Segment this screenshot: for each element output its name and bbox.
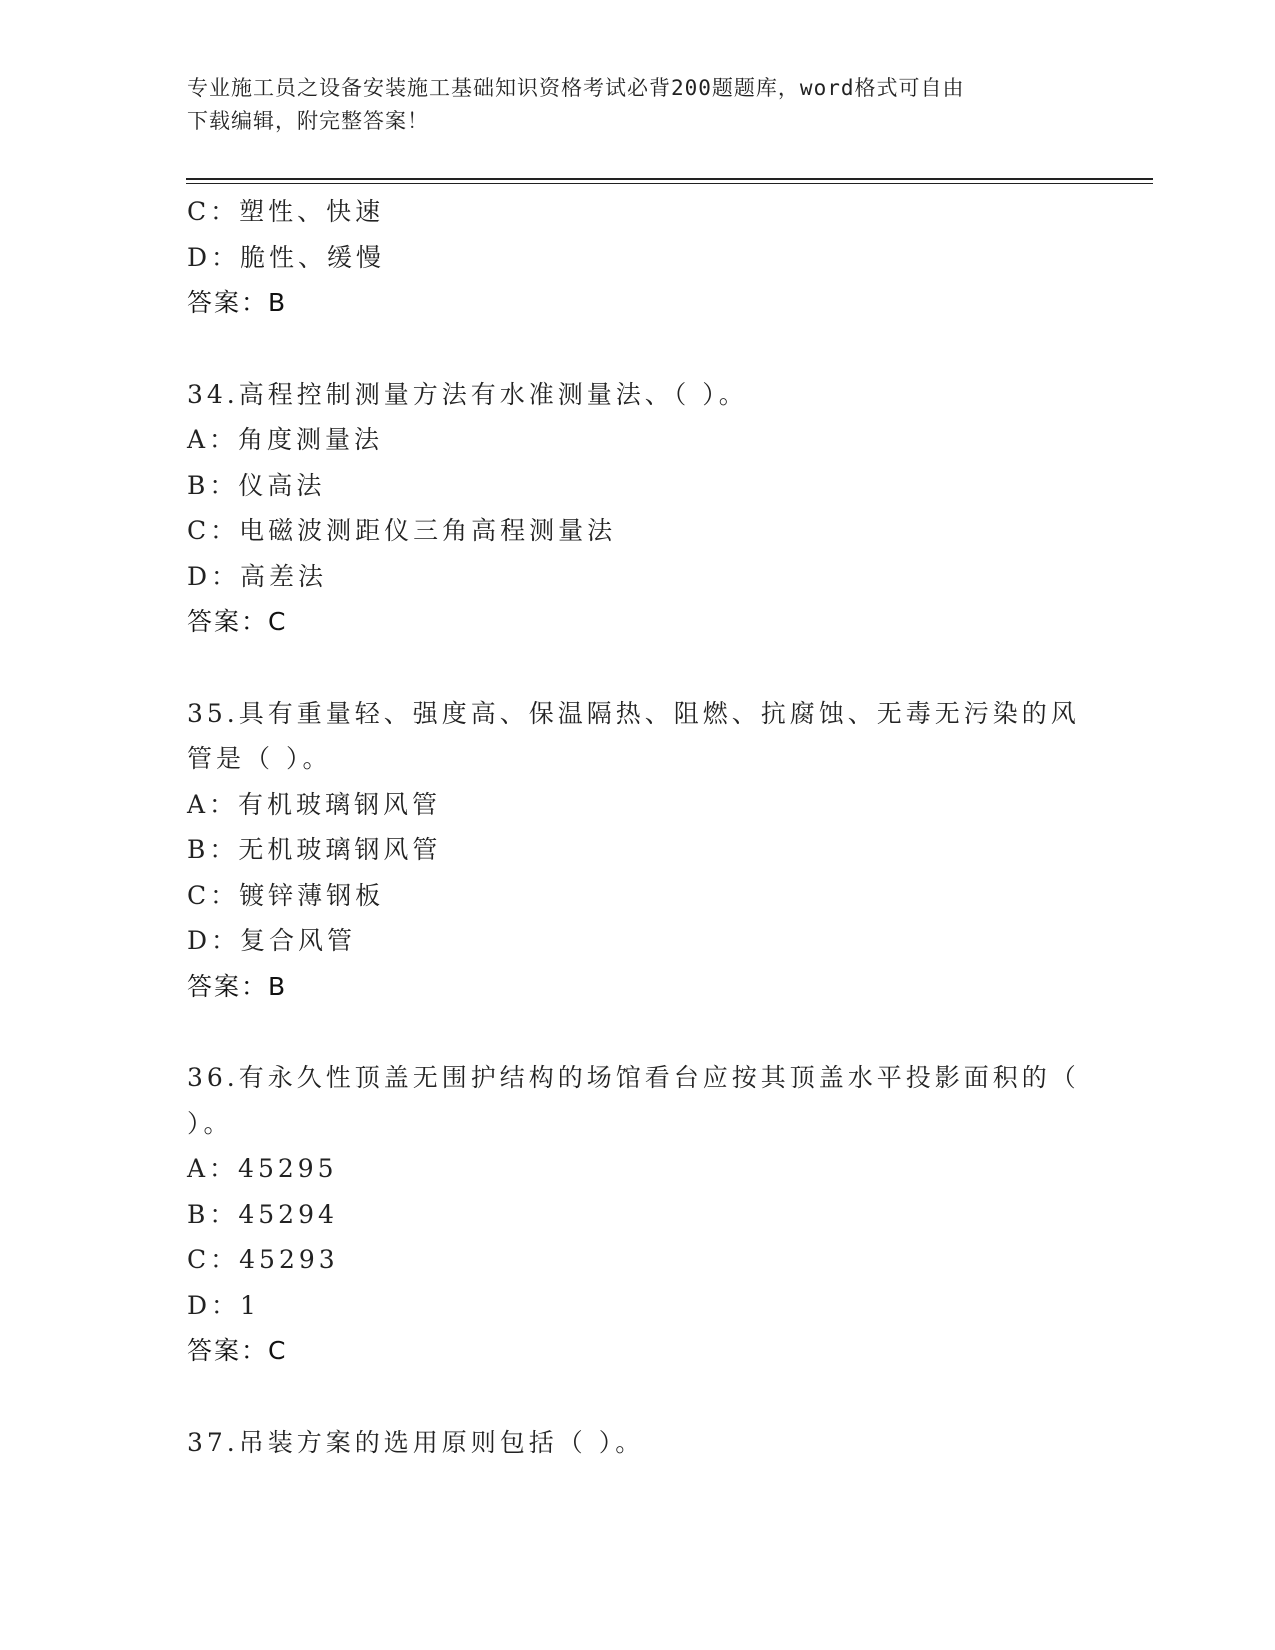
option-b: B：无机玻璃钢风管	[187, 835, 442, 864]
option-c: C：电磁波测距仪三角高程测量法	[187, 516, 617, 545]
option-c: C：塑性、快速	[187, 197, 385, 226]
option-d: D：复合风管	[187, 926, 357, 955]
question-stem: 34.高程控制测量方法有水准测量法、（ ）。	[187, 379, 748, 409]
question-fragment-33	[187, 189, 1087, 326]
option-a: A：角度测量法	[187, 425, 384, 454]
document-header	[187, 72, 1067, 138]
option-c: C：镀锌薄钢板	[187, 880, 385, 910]
option-a: A：有机玻璃钢风管	[187, 789, 442, 819]
question-spacer	[187, 645, 1087, 691]
question-36	[187, 1055, 1087, 1374]
option-c: C：45293	[187, 1245, 339, 1274]
option-b: B：45294	[187, 1199, 338, 1229]
question-stem-continued: ）。	[187, 1108, 233, 1138]
question-stem: 36.有永久性顶盖无围护结构的场馆看台应按其顶盖水平投影面积的（	[187, 1063, 1080, 1092]
header-title-line-1: 专业施工员之设备安装施工基础知识资格考试必背200题题库，word格式可自由	[187, 76, 965, 100]
question-stem: 37.吊装方案的选用原则包括（ ）。	[187, 1427, 645, 1457]
option-a: A：45295	[187, 1154, 338, 1183]
question-stem: 35.具有重量轻、强度高、保温隔热、阻燃、抗腐蚀、无毒无污染的风	[187, 698, 1080, 728]
answer-line: 答案：C	[187, 1336, 288, 1365]
question-spacer	[187, 326, 1087, 372]
question-spacer	[187, 1374, 1087, 1420]
question-35	[187, 691, 1087, 1010]
question-37	[187, 1420, 1087, 1466]
option-d: D：1	[187, 1290, 260, 1320]
question-spacer	[187, 1009, 1087, 1055]
answer-line: 答案：B	[187, 288, 288, 317]
answer-line: 答案：B	[187, 971, 288, 1001]
question-content	[187, 189, 1087, 1465]
question-34	[187, 372, 1087, 645]
answer-line: 答案：C	[187, 607, 288, 636]
question-stem-continued: 管是（ ）。	[187, 744, 332, 773]
option-d: D：高差法	[187, 561, 328, 591]
option-d: D：脆性、缓慢	[187, 242, 386, 272]
option-b: B：仪高法	[187, 470, 326, 500]
header-title-line-2: 下载编辑，附完整答案！	[187, 109, 429, 133]
header-divider-thick	[186, 178, 1153, 180]
header-divider-thin	[186, 183, 1153, 184]
